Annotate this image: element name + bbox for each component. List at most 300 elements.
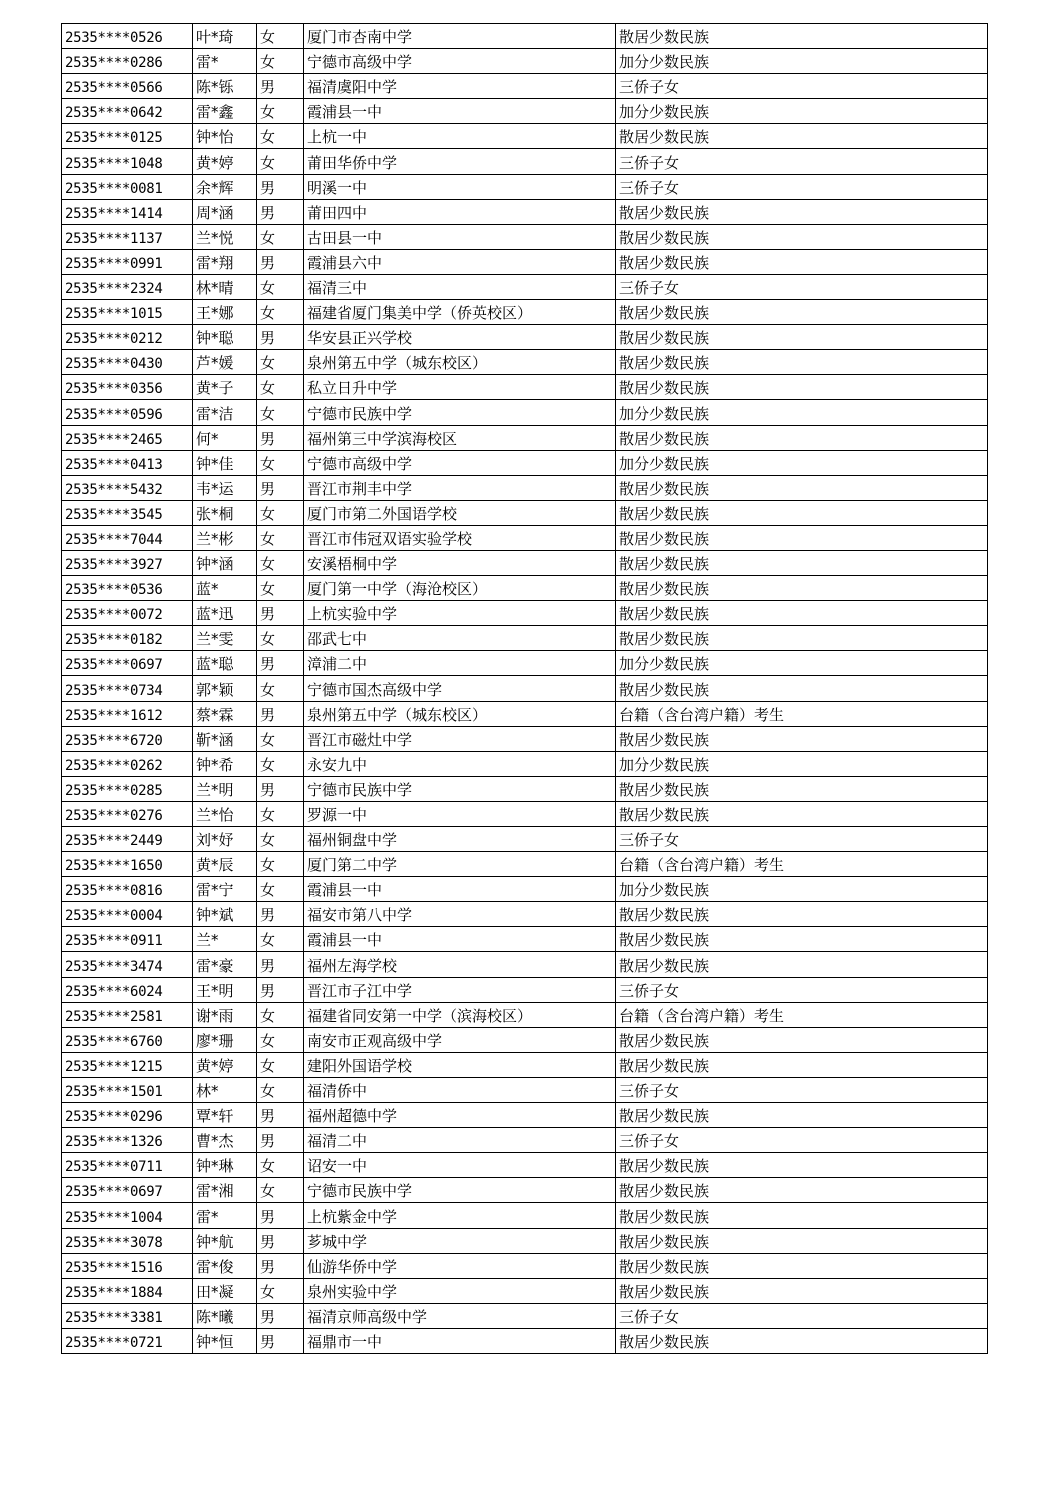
category-cell: 散居少数民族 [616,199,988,224]
school-cell: 宁德市民族中学 [304,776,616,801]
gender-cell: 女 [257,576,304,601]
table-row [62,726,988,751]
exam-number-cell: 2535****1650 [62,852,193,877]
gender-cell: 女 [257,224,304,249]
exam-number-cell: 2535****3474 [62,952,193,977]
name-cell: 雷*翔 [193,249,257,274]
gender-cell: 男 [257,1328,304,1353]
exam-number-cell: 2535****0004 [62,902,193,927]
gender-cell: 男 [257,977,304,1002]
category-cell: 三侨子女 [616,1128,988,1153]
gender-cell: 男 [257,1203,304,1228]
school-cell: 福安市第八中学 [304,902,616,927]
exam-number-cell: 2535****1004 [62,1203,193,1228]
name-cell: 黄*婷 [193,149,257,174]
table-row [62,977,988,1002]
name-cell: 陈*铄 [193,74,257,99]
gender-cell: 女 [257,375,304,400]
table-row [62,701,988,726]
school-cell: 晋江市子江中学 [304,977,616,1002]
name-cell: 刘*妤 [193,827,257,852]
category-cell: 三侨子女 [616,1303,988,1328]
exam-number-cell: 2535****3381 [62,1303,193,1328]
category-cell: 散居少数民族 [616,726,988,751]
category-cell: 台籍（含台湾户籍）考生 [616,701,988,726]
gender-cell: 女 [257,550,304,575]
name-cell: 蓝*聪 [193,651,257,676]
exam-number-cell: 2535****0642 [62,99,193,124]
exam-number-cell: 2535****1414 [62,199,193,224]
table-row [62,49,988,74]
table-row [62,902,988,927]
gender-cell: 女 [257,124,304,149]
school-cell: 上杭实验中学 [304,601,616,626]
school-cell: 厦门第一中学（海沧校区） [304,576,616,601]
table-row [62,1203,988,1228]
category-cell: 散居少数民族 [616,601,988,626]
exam-number-cell: 2535****1015 [62,300,193,325]
school-cell: 福清三中 [304,274,616,299]
exam-number-cell: 2535****5432 [62,475,193,500]
school-cell: 莆田华侨中学 [304,149,616,174]
school-cell: 建阳外国语学校 [304,1052,616,1077]
gender-cell: 男 [257,776,304,801]
gender-cell: 女 [257,801,304,826]
name-cell: 曹*杰 [193,1128,257,1153]
name-cell: 钟*希 [193,751,257,776]
category-cell: 散居少数民族 [616,801,988,826]
school-cell: 厦门市第二外国语学校 [304,500,616,525]
school-cell: 厦门市杏南中学 [304,24,616,49]
name-cell: 钟*恒 [193,1328,257,1353]
gender-cell: 男 [257,1103,304,1128]
exam-number-cell: 2535****0285 [62,776,193,801]
school-cell: 霞浦县六中 [304,249,616,274]
gender-cell: 女 [257,827,304,852]
table-row [62,751,988,776]
table-row [62,1178,988,1203]
school-cell: 上杭一中 [304,124,616,149]
table-row [62,224,988,249]
school-cell: 华安县正兴学校 [304,325,616,350]
gender-cell: 男 [257,1253,304,1278]
gender-cell: 女 [257,450,304,475]
category-cell: 散居少数民族 [616,1278,988,1303]
table-row [62,676,988,701]
candidate-table [61,23,988,1354]
category-cell: 散居少数民族 [616,500,988,525]
category-cell: 加分少数民族 [616,49,988,74]
category-cell: 散居少数民族 [616,1027,988,1052]
exam-number-cell: 2535****6024 [62,977,193,1002]
name-cell: 周*涵 [193,199,257,224]
name-cell: 叶*琦 [193,24,257,49]
name-cell: 钟*佳 [193,450,257,475]
category-cell: 散居少数民族 [616,249,988,274]
school-cell: 南安市正观高级中学 [304,1027,616,1052]
name-cell: 谢*雨 [193,1002,257,1027]
gender-cell: 男 [257,952,304,977]
category-cell: 散居少数民族 [616,24,988,49]
name-cell: 林* [193,1077,257,1102]
school-cell: 霞浦县一中 [304,877,616,902]
gender-cell: 女 [257,1027,304,1052]
school-cell: 宁德市高级中学 [304,49,616,74]
name-cell: 郭*颖 [193,676,257,701]
exam-number-cell: 2535****3545 [62,500,193,525]
gender-cell: 男 [257,1128,304,1153]
name-cell: 黄*辰 [193,852,257,877]
name-cell: 雷*俊 [193,1253,257,1278]
exam-number-cell: 2535****0212 [62,325,193,350]
category-cell: 三侨子女 [616,977,988,1002]
table-row [62,1027,988,1052]
school-cell: 福清京师高级中学 [304,1303,616,1328]
school-cell: 上杭紫金中学 [304,1203,616,1228]
table-row [62,325,988,350]
exam-number-cell: 2535****0734 [62,676,193,701]
exam-number-cell: 2535****0081 [62,174,193,199]
name-cell: 兰*彬 [193,525,257,550]
exam-number-cell: 2535****0991 [62,249,193,274]
category-cell: 散居少数民族 [616,375,988,400]
exam-number-cell: 2535****2581 [62,1002,193,1027]
gender-cell: 女 [257,149,304,174]
exam-number-cell: 2535****0536 [62,576,193,601]
table-row [62,1328,988,1353]
school-cell: 仙游华侨中学 [304,1253,616,1278]
name-cell: 韦*运 [193,475,257,500]
table-row [62,1128,988,1153]
table-row [62,1052,988,1077]
gender-cell: 男 [257,601,304,626]
table-row [62,1153,988,1178]
school-cell: 福建省同安第一中学（滨海校区） [304,1002,616,1027]
name-cell: 王*娜 [193,300,257,325]
exam-number-cell: 2535****0697 [62,651,193,676]
table-row [62,450,988,475]
category-cell: 散居少数民族 [616,475,988,500]
gender-cell: 女 [257,751,304,776]
table-row [62,350,988,375]
school-cell: 古田县一中 [304,224,616,249]
table-row [62,1002,988,1027]
table-row [62,801,988,826]
category-cell: 散居少数民族 [616,224,988,249]
school-cell: 晋江市磁灶中学 [304,726,616,751]
category-cell: 三侨子女 [616,174,988,199]
name-cell: 陈*曦 [193,1303,257,1328]
exam-number-cell: 2535****2449 [62,827,193,852]
gender-cell: 女 [257,852,304,877]
gender-cell: 男 [257,651,304,676]
name-cell: 覃*轩 [193,1103,257,1128]
exam-number-cell: 2535****0711 [62,1153,193,1178]
category-cell: 加分少数民族 [616,400,988,425]
school-cell: 宁德市民族中学 [304,1178,616,1203]
exam-number-cell: 2535****6760 [62,1027,193,1052]
gender-cell: 男 [257,325,304,350]
school-cell: 明溪一中 [304,174,616,199]
exam-number-cell: 2535****2465 [62,425,193,450]
name-cell: 蔡*霖 [193,701,257,726]
category-cell: 散居少数民族 [616,425,988,450]
gender-cell: 女 [257,1153,304,1178]
gender-cell: 女 [257,1178,304,1203]
category-cell: 散居少数民族 [616,1228,988,1253]
name-cell: 钟*聪 [193,325,257,350]
table-row [62,776,988,801]
table-row [62,852,988,877]
name-cell: 钟*航 [193,1228,257,1253]
category-cell: 散居少数民族 [616,350,988,375]
exam-number-cell: 2535****0816 [62,877,193,902]
school-cell: 福清二中 [304,1128,616,1153]
table-row [62,400,988,425]
name-cell: 廖*珊 [193,1027,257,1052]
category-cell: 散居少数民族 [616,626,988,651]
school-cell: 福鼎市一中 [304,1328,616,1353]
name-cell: 林*晴 [193,274,257,299]
category-cell: 加分少数民族 [616,450,988,475]
exam-number-cell: 2535****1884 [62,1278,193,1303]
category-cell: 散居少数民族 [616,1203,988,1228]
exam-number-cell: 2535****0413 [62,450,193,475]
table-row [62,877,988,902]
category-cell: 散居少数民族 [616,550,988,575]
gender-cell: 女 [257,877,304,902]
category-cell: 散居少数民族 [616,1178,988,1203]
exam-number-cell: 2535****1612 [62,701,193,726]
exam-number-cell: 2535****1215 [62,1052,193,1077]
school-cell: 漳浦二中 [304,651,616,676]
gender-cell: 男 [257,174,304,199]
gender-cell: 男 [257,475,304,500]
table-row [62,74,988,99]
name-cell: 雷*湘 [193,1178,257,1203]
gender-cell: 女 [257,99,304,124]
name-cell: 黄*婷 [193,1052,257,1077]
exam-number-cell: 2535****0430 [62,350,193,375]
category-cell: 三侨子女 [616,827,988,852]
table-row [62,300,988,325]
school-cell: 福州左海学校 [304,952,616,977]
table-row [62,827,988,852]
name-cell: 雷*鑫 [193,99,257,124]
gender-cell: 女 [257,350,304,375]
table-row [62,1278,988,1303]
school-cell: 邵武七中 [304,626,616,651]
exam-number-cell: 2535****1501 [62,1077,193,1102]
exam-number-cell: 2535****0566 [62,74,193,99]
school-cell: 永安九中 [304,751,616,776]
table-row [62,651,988,676]
category-cell: 三侨子女 [616,74,988,99]
table-row [62,1077,988,1102]
school-cell: 福清虞阳中学 [304,74,616,99]
table-row [62,500,988,525]
school-cell: 福州第三中学滨海校区 [304,425,616,450]
table-row [62,375,988,400]
gender-cell: 女 [257,1052,304,1077]
table-row [62,99,988,124]
category-cell: 加分少数民族 [616,751,988,776]
name-cell: 雷*洁 [193,400,257,425]
category-cell: 三侨子女 [616,149,988,174]
school-cell: 晋江市伟冠双语实验学校 [304,525,616,550]
category-cell: 散居少数民族 [616,300,988,325]
school-cell: 罗源一中 [304,801,616,826]
exam-number-cell: 2535****0526 [62,24,193,49]
name-cell: 王*明 [193,977,257,1002]
school-cell: 莆田四中 [304,199,616,224]
name-cell: 雷*宁 [193,877,257,902]
gender-cell: 男 [257,249,304,274]
table-row [62,199,988,224]
name-cell: 黄*子 [193,375,257,400]
category-cell: 加分少数民族 [616,99,988,124]
name-cell: 兰*怡 [193,801,257,826]
name-cell: 余*辉 [193,174,257,199]
category-cell: 散居少数民族 [616,1153,988,1178]
category-cell: 加分少数民族 [616,877,988,902]
category-cell: 三侨子女 [616,274,988,299]
name-cell: 钟*涵 [193,550,257,575]
gender-cell: 女 [257,24,304,49]
table-row [62,1253,988,1278]
category-cell: 加分少数民族 [616,651,988,676]
school-cell: 晋江市荆丰中学 [304,475,616,500]
table-row [62,525,988,550]
table-row [62,1228,988,1253]
exam-number-cell: 2535****7044 [62,525,193,550]
gender-cell: 女 [257,726,304,751]
school-cell: 厦门第二中学 [304,852,616,877]
exam-number-cell: 2535****0356 [62,375,193,400]
category-cell: 散居少数民族 [616,1052,988,1077]
exam-number-cell: 2535****1516 [62,1253,193,1278]
exam-number-cell: 2535****0911 [62,927,193,952]
category-cell: 散居少数民族 [616,776,988,801]
category-cell: 散居少数民族 [616,902,988,927]
table-row [62,927,988,952]
name-cell: 雷* [193,49,257,74]
category-cell: 散居少数民族 [616,927,988,952]
exam-number-cell: 2535****0286 [62,49,193,74]
school-cell: 霞浦县一中 [304,927,616,952]
gender-cell: 男 [257,425,304,450]
gender-cell: 女 [257,300,304,325]
exam-number-cell: 2535****6720 [62,726,193,751]
school-cell: 私立日升中学 [304,375,616,400]
table-row [62,425,988,450]
exam-number-cell: 2535****0697 [62,1178,193,1203]
school-cell: 安溪梧桐中学 [304,550,616,575]
category-cell: 三侨子女 [616,1077,988,1102]
gender-cell: 男 [257,1303,304,1328]
school-cell: 福清侨中 [304,1077,616,1102]
category-cell: 散居少数民族 [616,576,988,601]
category-cell: 散居少数民族 [616,952,988,977]
gender-cell: 女 [257,676,304,701]
name-cell: 钟*斌 [193,902,257,927]
exam-number-cell: 2535****1326 [62,1128,193,1153]
gender-cell: 女 [257,1077,304,1102]
gender-cell: 女 [257,49,304,74]
school-cell: 福州铜盘中学 [304,827,616,852]
gender-cell: 男 [257,74,304,99]
exam-number-cell: 2535****0596 [62,400,193,425]
exam-number-cell: 2535****1137 [62,224,193,249]
school-cell: 泉州第五中学（城东校区） [304,350,616,375]
school-cell: 芗城中学 [304,1228,616,1253]
gender-cell: 女 [257,626,304,651]
table-row [62,124,988,149]
name-cell: 兰*悦 [193,224,257,249]
school-cell: 诏安一中 [304,1153,616,1178]
gender-cell: 女 [257,400,304,425]
school-cell: 宁德市国杰高级中学 [304,676,616,701]
school-cell: 福建省厦门集美中学（侨英校区） [304,300,616,325]
exam-number-cell: 2535****0262 [62,751,193,776]
exam-number-cell: 2535****0072 [62,601,193,626]
name-cell: 雷*豪 [193,952,257,977]
table-row [62,249,988,274]
exam-number-cell: 2535****0125 [62,124,193,149]
name-cell: 蓝*迅 [193,601,257,626]
exam-number-cell: 2535****0276 [62,801,193,826]
name-cell: 钟*怡 [193,124,257,149]
gender-cell: 男 [257,199,304,224]
exam-number-cell: 2535****0721 [62,1328,193,1353]
exam-number-cell: 2535****0182 [62,626,193,651]
exam-number-cell: 2535****0296 [62,1103,193,1128]
category-cell: 散居少数民族 [616,676,988,701]
category-cell: 散居少数民族 [616,525,988,550]
school-cell: 宁德市高级中学 [304,450,616,475]
school-cell: 福州超德中学 [304,1103,616,1128]
table-row [62,149,988,174]
category-cell: 台籍（含台湾户籍）考生 [616,852,988,877]
gender-cell: 女 [257,500,304,525]
name-cell: 雷* [193,1203,257,1228]
table-row [62,475,988,500]
exam-number-cell: 2535****1048 [62,149,193,174]
category-cell: 散居少数民族 [616,1253,988,1278]
school-cell: 泉州第五中学（城东校区） [304,701,616,726]
category-cell: 散居少数民族 [616,1328,988,1353]
name-cell: 钟*琳 [193,1153,257,1178]
table-row [62,174,988,199]
gender-cell: 女 [257,927,304,952]
category-cell: 散居少数民族 [616,1103,988,1128]
name-cell: 兰*雯 [193,626,257,651]
name-cell: 芦*媛 [193,350,257,375]
gender-cell: 女 [257,274,304,299]
name-cell: 何* [193,425,257,450]
candidate-table-body [62,24,988,1354]
name-cell: 田*凝 [193,1278,257,1303]
table-row [62,1303,988,1328]
table-row [62,24,988,49]
table-row [62,952,988,977]
school-cell: 宁德市民族中学 [304,400,616,425]
gender-cell: 男 [257,1228,304,1253]
table-row [62,576,988,601]
table-row [62,601,988,626]
gender-cell: 女 [257,525,304,550]
name-cell: 张*桐 [193,500,257,525]
